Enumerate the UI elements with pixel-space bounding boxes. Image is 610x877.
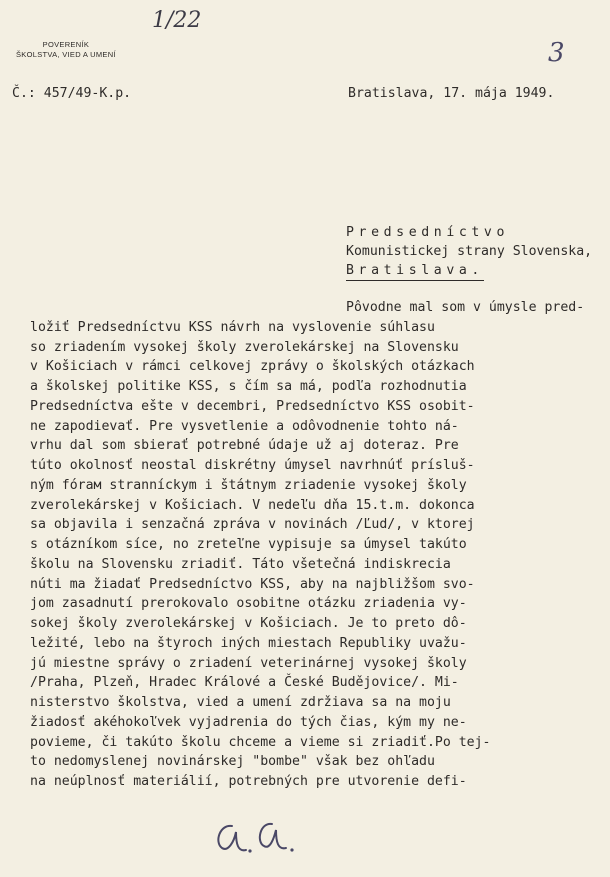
body-line: povieme, či takúto školu chceme a vieme si zriadiť.Po tej- xyxy=(30,734,491,750)
body-line: sokej školy zverolekárskej v Košiciach. Je to preto dô- xyxy=(30,616,467,631)
body-line: ným fórам stranníckym i štátnym zriadenie vysokej školy xyxy=(30,477,467,493)
body-line: v Košiciach v rámci celkovej zprávy o školských otázkach xyxy=(30,359,475,375)
recipient-line2: Komunistickej strany Slovenska, xyxy=(346,244,593,259)
body-line: a školskej politike KSS, s čím sa má, podľa rozhodnutia xyxy=(30,379,467,394)
body-line: ložiť Predsedníctvu KSS návrh na vyslovenie súhlasu xyxy=(30,319,435,335)
body-line: sa objavila i senzačná zpráva v novinách /Ľud/, v ktorej xyxy=(30,517,475,533)
body-line: na neúplnosť materiálií, potrebných pre utvorenie defi- xyxy=(30,774,467,789)
body-line: ležité, lebo na štyroch iných miestach Republiky uvažu- xyxy=(30,635,467,651)
handwritten-initials xyxy=(210,812,310,862)
letter-body xyxy=(30,298,584,792)
recipient-line1: Predsedníctvo xyxy=(346,225,510,240)
handwritten-page-number: 3 xyxy=(548,38,565,68)
letterhead-line1: POVERENÍK xyxy=(42,40,90,49)
body-line: to nedomyslenej novinárskej "bombe" však bez ohľadu xyxy=(30,754,435,770)
letterhead-line2: ŠKOLSTVA, VIED A UMENÍ xyxy=(16,50,116,59)
body-line: zverolekárskej v Košiciach. V nedeľu dňa 15.t.m. dokonca xyxy=(30,497,475,513)
date-line: Bratislava, 17. mája 1949. xyxy=(348,86,555,101)
handwritten-file-number: 1/22 xyxy=(152,8,202,33)
body-line: jú miestne správy o zriadení veterinárnej vysokej školy xyxy=(30,655,467,671)
body-line: žiadosť akéhokoľvek vyjadrenia do tých čias, kým my ne- xyxy=(30,714,467,730)
reference-number: Č.: 457/49-K.p. xyxy=(12,86,132,101)
body-line: Predsedníctva ešte v decembri, Predsedníctvo KSS osobit- xyxy=(30,398,475,414)
body-line: núti ma žiadať Predsedníctvo KSS, aby na najbližšom svo- xyxy=(30,576,475,592)
body-line: túto okolnosť neostal diskrétny úmysel navrhnúť prísluš- xyxy=(30,458,475,473)
body-line: so zriadením vysokej školy zverolekárskej na Slovensku xyxy=(30,339,459,355)
body-line: /Praha, Plzeň, Hradec Králové a České Budějovice/. Mi- xyxy=(30,675,459,691)
body-line: školu na Slovensku zriadiť. Táto všetečná indiskrecia xyxy=(30,556,451,572)
body-line: jom zasadnutí prerokovalo osobitne otázku zriadenia vy- xyxy=(30,596,467,612)
body-line: ne zapodievať. Pre vysvetlenie a odôvodnenie tohto ná- xyxy=(30,418,459,434)
body-line: Pôvodne mal som v úmysle pred- xyxy=(346,300,585,315)
letterhead xyxy=(16,40,116,60)
recipient-address xyxy=(346,223,592,281)
recipient-line3: Bratislava. xyxy=(346,261,484,281)
body-line: vrhu dal som sbierať potrebné údaje už aj doteraz. Pre xyxy=(30,438,459,454)
body-line: nisterstvo školstva, vied a umení zdržiava sa na moju xyxy=(30,695,451,710)
body-line: s otázníkom síce, no zreteľne vypisuje sa úmysel takúto xyxy=(30,537,467,552)
